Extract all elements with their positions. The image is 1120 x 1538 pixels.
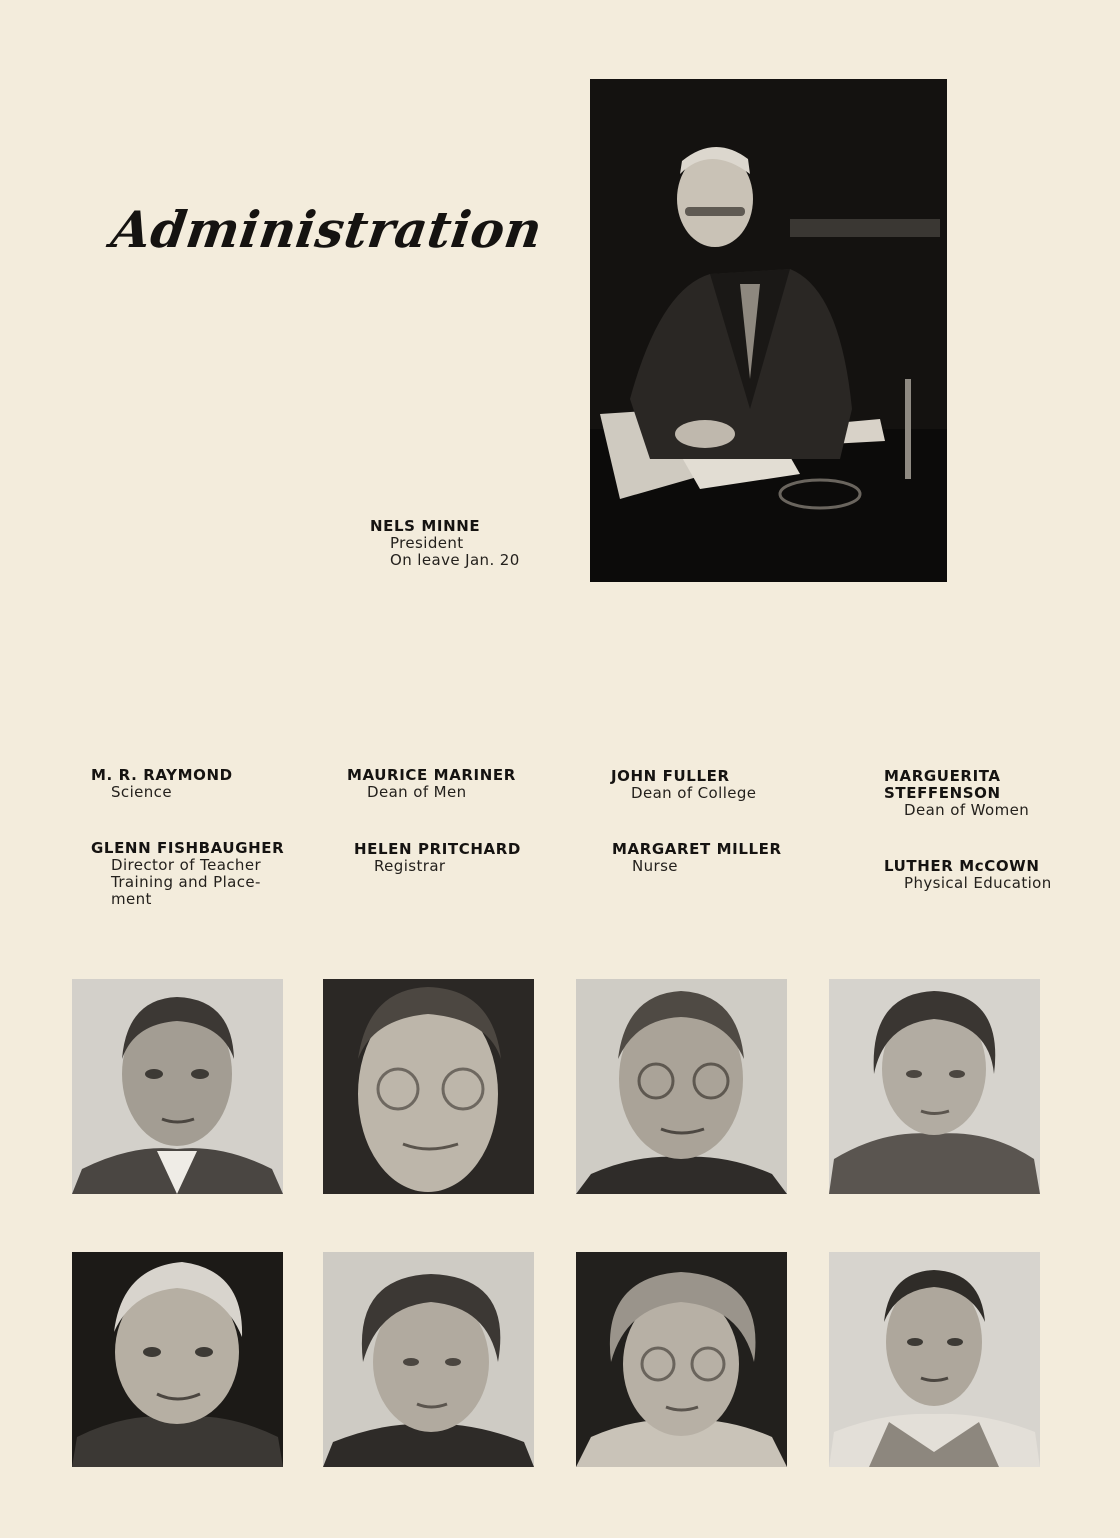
staff-name: MAURICE MARINER [347,766,516,784]
portrait-mariner [323,979,534,1194]
staff-name: GLENN FISHBAUGHER [91,839,285,857]
staff-name: LUTHER McCOWN [884,857,1040,875]
portrait-mccown [829,1252,1040,1467]
president-name: NELS MINNE [370,517,481,535]
staff-name: MARGARET MILLER [612,840,782,858]
portrait-pritchard [323,1252,534,1467]
president-leave-note: On leave Jan. 20 [390,551,520,569]
caption-steffenson [884,768,1029,819]
staff-name-line-2: STEFFENSON [884,784,1001,802]
staff-name: JOHN FULLER [611,767,730,785]
caption-pritchard [354,841,521,875]
staff-role-line-2: Training and Place- [111,873,261,891]
staff-role: Science [111,783,172,801]
staff-role: Dean of College [631,784,757,802]
staff-role: Dean of Men [367,783,467,801]
caption-mariner [347,767,516,801]
portrait-fuller [576,979,787,1194]
portrait-steffenson [829,979,1040,1194]
caption-fuller [611,768,756,802]
portrait-fishbaugher [72,1252,283,1467]
staff-name-line-1: MARGUERITA [884,767,1001,785]
president-title: President [390,534,464,552]
page-title: Administration [107,200,546,259]
caption-raymond [91,767,233,801]
caption-fishbaugher [91,840,284,908]
portrait-miller [576,1252,787,1467]
president-caption [370,518,520,569]
caption-miller [612,841,782,875]
staff-role-line-1: Director of Teacher [111,856,262,874]
caption-mccown [884,858,1052,892]
president-photo [590,79,947,582]
staff-role: Physical Education [904,874,1052,892]
staff-role: Nurse [632,857,678,875]
staff-role: Registrar [374,857,446,875]
staff-name: HELEN PRITCHARD [354,840,521,858]
staff-name: M. R. RAYMOND [91,766,233,784]
portrait-raymond [72,979,283,1194]
staff-role-line-3: ment [111,890,152,908]
staff-role: Dean of Women [904,801,1030,819]
